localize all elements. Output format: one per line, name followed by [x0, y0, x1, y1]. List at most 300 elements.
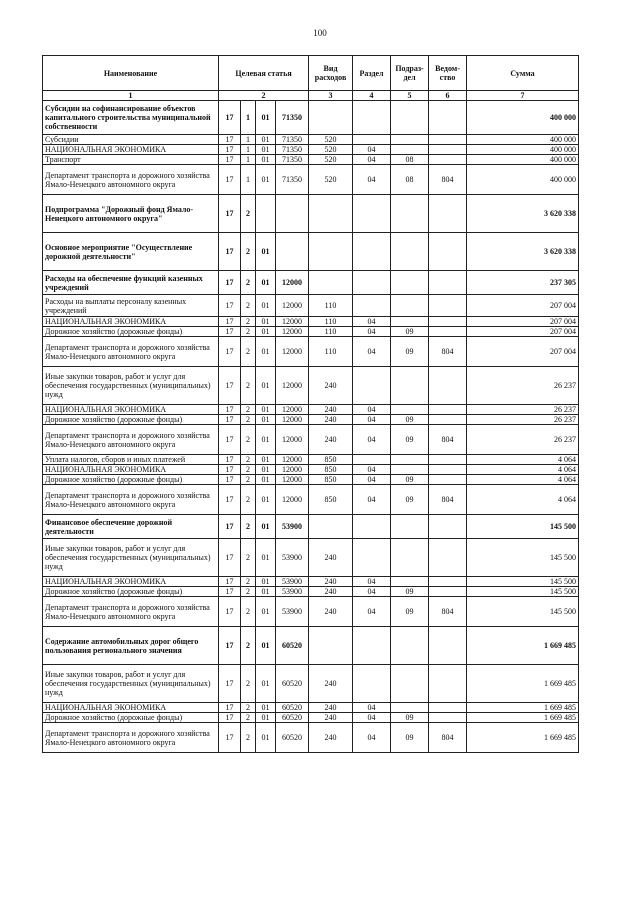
subprogram-code: 1 — [241, 155, 256, 165]
row-name: НАЦИОНАЛЬНАЯ ЭКОНОМИКА — [43, 317, 219, 327]
direction-code — [276, 195, 309, 233]
expense-type: 240 — [309, 425, 353, 455]
row-name: Субсидии — [43, 135, 219, 145]
subsection-code — [391, 135, 429, 145]
department-code — [429, 713, 467, 723]
subprogram-code: 2 — [241, 475, 256, 485]
program-code: 17 — [219, 271, 241, 295]
program-code: 17 — [219, 367, 241, 405]
expense-type — [309, 195, 353, 233]
subprogram-code: 2 — [241, 577, 256, 587]
table-row — [43, 405, 579, 415]
row-name: Департамент транспорта и дорожного хозяйства Ямало-Ненецкого автономного округа — [43, 337, 219, 367]
department-code — [429, 233, 467, 271]
program-code: 17 — [219, 475, 241, 485]
table-row — [43, 101, 579, 135]
subprogram-code: 1 — [241, 165, 256, 195]
sum-value: 207 004 — [467, 337, 579, 367]
header-department: Ведом-ство — [429, 56, 467, 91]
sum-value: 26 237 — [467, 367, 579, 405]
row-name: Дорожное хозяйство (дорожные фонды) — [43, 475, 219, 485]
expense-type: 240 — [309, 665, 353, 703]
table-row — [43, 485, 579, 515]
section-code: 04 — [353, 337, 391, 367]
department-code: 804 — [429, 485, 467, 515]
section-code: 04 — [353, 317, 391, 327]
program-code: 17 — [219, 337, 241, 367]
subsection-code — [391, 233, 429, 271]
program-code: 17 — [219, 101, 241, 135]
department-code — [429, 665, 467, 703]
department-code — [429, 295, 467, 317]
program-code: 17 — [219, 723, 241, 753]
row-name: Департамент транспорта и дорожного хозяйства Ямало-Ненецкого автономного округа — [43, 597, 219, 627]
subprogram-code: 2 — [241, 425, 256, 455]
table-row — [43, 515, 579, 539]
subsection-code — [391, 145, 429, 155]
subsection-code: 09 — [391, 713, 429, 723]
table-body — [43, 101, 579, 753]
subsection-code: 09 — [391, 327, 429, 337]
row-name: НАЦИОНАЛЬНАЯ ЭКОНОМИКА — [43, 145, 219, 155]
sum-value: 145 500 — [467, 515, 579, 539]
section-code: 04 — [353, 155, 391, 165]
subprogram-code: 2 — [241, 587, 256, 597]
section-code: 04 — [353, 327, 391, 337]
subsection-code: 08 — [391, 165, 429, 195]
expense-type: 520 — [309, 165, 353, 195]
row-name: Подпрограмма "Дорожный фонд Ямало-Ненецкого автономного округа" — [43, 195, 219, 233]
subsection-code — [391, 101, 429, 135]
row-name: Транспорт — [43, 155, 219, 165]
subprogram-code: 2 — [241, 337, 256, 367]
department-code — [429, 195, 467, 233]
subprogram-code: 2 — [241, 405, 256, 415]
program-code: 17 — [219, 165, 241, 195]
direction-code: 71350 — [276, 101, 309, 135]
measure-code: 01 — [256, 425, 276, 455]
table-row — [43, 145, 579, 155]
row-name: НАЦИОНАЛЬНАЯ ЭКОНОМИКА — [43, 577, 219, 587]
department-code — [429, 155, 467, 165]
subsection-code — [391, 627, 429, 665]
department-code — [429, 415, 467, 425]
program-code: 17 — [219, 425, 241, 455]
expense-type: 240 — [309, 723, 353, 753]
sum-value: 26 237 — [467, 405, 579, 415]
subprogram-code: 1 — [241, 145, 256, 155]
expense-type — [309, 271, 353, 295]
expense-type: 110 — [309, 337, 353, 367]
expense-type: 520 — [309, 145, 353, 155]
subsection-code: 09 — [391, 475, 429, 485]
column-number-row — [43, 91, 579, 101]
sum-value: 1 669 485 — [467, 723, 579, 753]
table-row — [43, 155, 579, 165]
header-expense-type: Вид расходов — [309, 56, 353, 91]
table-row — [43, 703, 579, 713]
section-code: 04 — [353, 723, 391, 753]
table-row — [43, 665, 579, 703]
section-code: 04 — [353, 465, 391, 475]
subprogram-code: 2 — [241, 723, 256, 753]
department-code: 804 — [429, 337, 467, 367]
table-row — [43, 367, 579, 405]
measure-code: 01 — [256, 713, 276, 723]
measure-code: 01 — [256, 271, 276, 295]
department-code — [429, 101, 467, 135]
expense-type: 110 — [309, 317, 353, 327]
subsection-code — [391, 465, 429, 475]
section-code: 04 — [353, 145, 391, 155]
department-code — [429, 317, 467, 327]
row-name: Содержание автомобильных дорог общего пользования регионального значения — [43, 627, 219, 665]
subprogram-code: 2 — [241, 703, 256, 713]
program-code: 17 — [219, 317, 241, 327]
direction-code: 60520 — [276, 703, 309, 713]
row-name: Департамент транспорта и дорожного хозяйства Ямало-Ненецкого автономного округа — [43, 165, 219, 195]
measure-code: 01 — [256, 597, 276, 627]
program-code: 17 — [219, 327, 241, 337]
direction-code: 60520 — [276, 723, 309, 753]
subsection-code — [391, 665, 429, 703]
direction-code: 53900 — [276, 515, 309, 539]
direction-code: 12000 — [276, 485, 309, 515]
direction-code: 60520 — [276, 627, 309, 665]
expense-type: 240 — [309, 703, 353, 713]
direction-code: 12000 — [276, 425, 309, 455]
section-code: 04 — [353, 485, 391, 515]
subprogram-code: 2 — [241, 597, 256, 627]
program-code: 17 — [219, 515, 241, 539]
direction-code: 53900 — [276, 597, 309, 627]
measure-code: 01 — [256, 455, 276, 465]
subprogram-code: 2 — [241, 665, 256, 703]
program-code: 17 — [219, 627, 241, 665]
direction-code: 53900 — [276, 587, 309, 597]
direction-code: 12000 — [276, 475, 309, 485]
row-name: Финансовое обеспечение дорожной деятельности — [43, 515, 219, 539]
sum-value: 400 000 — [467, 145, 579, 155]
measure-code: 01 — [256, 337, 276, 367]
subprogram-code: 2 — [241, 271, 256, 295]
subsection-code — [391, 515, 429, 539]
sum-value: 400 000 — [467, 155, 579, 165]
section-code — [353, 195, 391, 233]
sum-value: 237 305 — [467, 271, 579, 295]
department-code — [429, 475, 467, 485]
program-code: 17 — [219, 233, 241, 271]
subprogram-code: 2 — [241, 539, 256, 577]
subprogram-code: 1 — [241, 135, 256, 145]
program-code: 17 — [219, 577, 241, 587]
section-code: 04 — [353, 597, 391, 627]
subsection-code — [391, 367, 429, 405]
expense-type — [309, 233, 353, 271]
direction-code: 53900 — [276, 577, 309, 587]
row-name: НАЦИОНАЛЬНАЯ ЭКОНОМИКА — [43, 405, 219, 415]
expense-type: 850 — [309, 475, 353, 485]
expense-type: 520 — [309, 135, 353, 145]
direction-code: 12000 — [276, 327, 309, 337]
subsection-code — [391, 577, 429, 587]
row-name: НАЦИОНАЛЬНАЯ ЭКОНОМИКА — [43, 703, 219, 713]
measure-code: 01 — [256, 327, 276, 337]
subprogram-code: 2 — [241, 327, 256, 337]
program-code: 17 — [219, 597, 241, 627]
subsection-code: 09 — [391, 485, 429, 515]
sum-value: 145 500 — [467, 577, 579, 587]
table-row — [43, 539, 579, 577]
table-row — [43, 317, 579, 327]
measure-code: 01 — [256, 415, 276, 425]
program-code: 17 — [219, 539, 241, 577]
header-subsection: Подраз-дел — [391, 56, 429, 91]
program-code: 17 — [219, 465, 241, 475]
row-name: Расходы на выплаты персоналу казенных учреждений — [43, 295, 219, 317]
measure-code: 01 — [256, 515, 276, 539]
subprogram-code: 2 — [241, 713, 256, 723]
section-code: 04 — [353, 415, 391, 425]
department-code: 804 — [429, 425, 467, 455]
measure-code: 01 — [256, 405, 276, 415]
expense-type — [309, 101, 353, 135]
expense-type: 240 — [309, 577, 353, 587]
direction-code: 71350 — [276, 135, 309, 145]
department-code — [429, 271, 467, 295]
department-code — [429, 539, 467, 577]
expense-type: 110 — [309, 327, 353, 337]
sum-value: 26 237 — [467, 425, 579, 455]
sum-value: 4 064 — [467, 455, 579, 465]
department-code: 804 — [429, 597, 467, 627]
subsection-code — [391, 539, 429, 577]
program-code: 17 — [219, 587, 241, 597]
measure-code: 01 — [256, 723, 276, 753]
table-row — [43, 475, 579, 485]
program-code: 17 — [219, 415, 241, 425]
header-sum: Сумма — [467, 56, 579, 91]
measure-code: 01 — [256, 587, 276, 597]
subsection-code: 09 — [391, 337, 429, 367]
program-code: 17 — [219, 405, 241, 415]
sum-value: 207 004 — [467, 317, 579, 327]
measure-code: 01 — [256, 145, 276, 155]
section-code — [353, 233, 391, 271]
subsection-code — [391, 271, 429, 295]
department-code — [429, 515, 467, 539]
section-code: 04 — [353, 475, 391, 485]
direction-code: 71350 — [276, 155, 309, 165]
direction-code — [276, 233, 309, 271]
measure-code: 01 — [256, 539, 276, 577]
expense-type: 850 — [309, 455, 353, 465]
direction-code: 12000 — [276, 415, 309, 425]
direction-code: 53900 — [276, 539, 309, 577]
row-name: Основное мероприятие "Осуществление дорожной деятельности" — [43, 233, 219, 271]
section-code — [353, 627, 391, 665]
section-code — [353, 539, 391, 577]
program-code: 17 — [219, 295, 241, 317]
measure-code: 01 — [256, 577, 276, 587]
measure-code: 01 — [256, 627, 276, 665]
row-name: НАЦИОНАЛЬНАЯ ЭКОНОМИКА — [43, 465, 219, 475]
table-row — [43, 295, 579, 317]
sum-value: 1 669 485 — [467, 665, 579, 703]
program-code: 17 — [219, 135, 241, 145]
direction-code: 12000 — [276, 455, 309, 465]
table-row — [43, 713, 579, 723]
table-row — [43, 425, 579, 455]
program-code: 17 — [219, 455, 241, 465]
table-row — [43, 135, 579, 145]
table-row — [43, 577, 579, 587]
subsection-code — [391, 317, 429, 327]
department-code — [429, 703, 467, 713]
direction-code: 60520 — [276, 713, 309, 723]
section-code — [353, 455, 391, 465]
colnum: 1 — [43, 91, 219, 101]
department-code — [429, 577, 467, 587]
table-row — [43, 327, 579, 337]
program-code: 17 — [219, 195, 241, 233]
sum-value: 3 620 338 — [467, 233, 579, 271]
measure-code: 01 — [256, 485, 276, 515]
measure-code: 01 — [256, 155, 276, 165]
colnum: 5 — [391, 91, 429, 101]
table-row — [43, 233, 579, 271]
measure-code: 01 — [256, 101, 276, 135]
direction-code: 12000 — [276, 465, 309, 475]
direction-code: 12000 — [276, 405, 309, 415]
table-row — [43, 597, 579, 627]
measure-code: 01 — [256, 465, 276, 475]
department-code — [429, 405, 467, 415]
section-code: 04 — [353, 577, 391, 587]
direction-code: 71350 — [276, 145, 309, 155]
subsection-code: 09 — [391, 415, 429, 425]
header-name: Наименование — [43, 56, 219, 91]
subsection-code — [391, 703, 429, 713]
expense-type: 850 — [309, 465, 353, 475]
table-row — [43, 465, 579, 475]
row-name: Дорожное хозяйство (дорожные фонды) — [43, 415, 219, 425]
sum-value: 3 620 338 — [467, 195, 579, 233]
colnum: 3 — [309, 91, 353, 101]
sum-value: 1 669 485 — [467, 703, 579, 713]
section-code: 04 — [353, 425, 391, 455]
section-code — [353, 101, 391, 135]
expense-type: 240 — [309, 597, 353, 627]
section-code — [353, 295, 391, 317]
section-code: 04 — [353, 713, 391, 723]
section-code: 04 — [353, 703, 391, 713]
subprogram-code: 2 — [241, 465, 256, 475]
direction-code: 12000 — [276, 295, 309, 317]
department-code: 804 — [429, 165, 467, 195]
program-code: 17 — [219, 703, 241, 713]
row-name: Дорожное хозяйство (дорожные фонды) — [43, 713, 219, 723]
department-code — [429, 455, 467, 465]
expense-type: 520 — [309, 155, 353, 165]
subprogram-code: 2 — [241, 415, 256, 425]
table-row — [43, 627, 579, 665]
direction-code: 12000 — [276, 337, 309, 367]
measure-code: 01 — [256, 233, 276, 271]
subprogram-code: 2 — [241, 317, 256, 327]
expense-type: 110 — [309, 295, 353, 317]
measure-code: 01 — [256, 703, 276, 713]
measure-code: 01 — [256, 475, 276, 485]
expense-type — [309, 515, 353, 539]
subsection-code: 09 — [391, 597, 429, 627]
header-row — [43, 56, 579, 91]
row-name: Департамент транспорта и дорожного хозяйства Ямало-Ненецкого автономного округа — [43, 723, 219, 753]
colnum: 7 — [467, 91, 579, 101]
subprogram-code: 2 — [241, 485, 256, 515]
expense-type: 240 — [309, 367, 353, 405]
subsection-code: 09 — [391, 723, 429, 753]
expense-type: 240 — [309, 713, 353, 723]
subprogram-code: 1 — [241, 101, 256, 135]
sum-value: 400 000 — [467, 135, 579, 145]
sum-value: 400 000 — [467, 165, 579, 195]
subprogram-code: 2 — [241, 627, 256, 665]
subprogram-code: 2 — [241, 233, 256, 271]
sum-value: 145 500 — [467, 587, 579, 597]
measure-code: 01 — [256, 135, 276, 145]
row-name: Расходы на обеспечение функций казенных учреждений — [43, 271, 219, 295]
table-row — [43, 337, 579, 367]
section-code — [353, 515, 391, 539]
sum-value: 207 004 — [467, 295, 579, 317]
measure-code: 01 — [256, 665, 276, 703]
section-code: 04 — [353, 587, 391, 597]
budget-table — [42, 55, 579, 753]
expense-type: 240 — [309, 405, 353, 415]
row-name: Департамент транспорта и дорожного хозяйства Ямало-Ненецкого автономного округа — [43, 425, 219, 455]
sum-value: 145 500 — [467, 539, 579, 577]
table-row — [43, 165, 579, 195]
row-name: Уплата налогов, сборов и иных платежей — [43, 455, 219, 465]
table-row — [43, 455, 579, 465]
subsection-code: 08 — [391, 155, 429, 165]
section-code — [353, 665, 391, 703]
measure-code: 01 — [256, 367, 276, 405]
subsection-code — [391, 455, 429, 465]
subsection-code — [391, 295, 429, 317]
table-row — [43, 195, 579, 233]
page-number: 100 — [313, 28, 327, 38]
row-name: Иные закупки товаров, работ и услуг для обеспечения государственных (муниципальных) нужд — [43, 539, 219, 577]
row-name: Департамент транспорта и дорожного хозяйства Ямало-Ненецкого автономного округа — [43, 485, 219, 515]
sum-value: 207 004 — [467, 327, 579, 337]
section-code — [353, 367, 391, 405]
sum-value: 4 064 — [467, 465, 579, 475]
header-target-article: Целевая статья — [219, 56, 309, 91]
subsection-code: 09 — [391, 425, 429, 455]
direction-code: 12000 — [276, 367, 309, 405]
expense-type: 240 — [309, 415, 353, 425]
row-name: Дорожное хозяйство (дорожные фонды) — [43, 587, 219, 597]
section-code — [353, 135, 391, 145]
measure-code: 01 — [256, 317, 276, 327]
department-code — [429, 145, 467, 155]
expense-type — [309, 627, 353, 665]
measure-code: 01 — [256, 165, 276, 195]
department-code — [429, 465, 467, 475]
department-code — [429, 627, 467, 665]
